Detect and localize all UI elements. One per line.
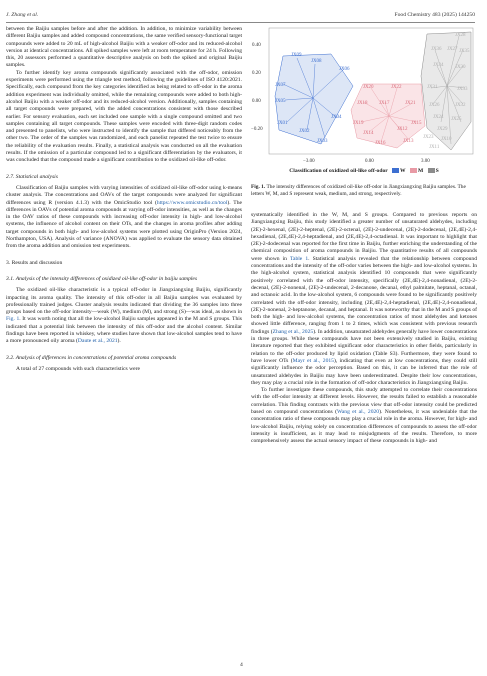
- legend-swatch-m: [410, 168, 417, 173]
- text-run: ).: [117, 338, 121, 345]
- legend-title: Classification of oxidized oil-like off-odor: [289, 168, 388, 174]
- citation-link[interactable]: Wang et al., 2020: [336, 409, 380, 416]
- figure-reference-link[interactable]: Fig. 1: [6, 316, 20, 323]
- x-tick-label: 3.00: [421, 159, 430, 164]
- sample-label: JX14: [363, 131, 374, 136]
- legend-label: S: [435, 168, 439, 174]
- sample-label: JX10: [441, 137, 452, 142]
- sample-label: JX16: [375, 141, 386, 146]
- text-run: ). Nonetheless, it was undeniable that the concentration ratio of these compounds may play a crucial role in the aroma. However, for high- and low-alcohol Baijiu, relying solely on concentration differences of compounds to assess the off-odor intensity is insufficient, as it may lead to misjudgments of the results. Therefore, to more comprehensively assess the actual sensory impact of these compounds in high- and: [251, 409, 477, 445]
- y-tick-label: 0.00: [252, 99, 261, 104]
- section-heading-3-1: 3.1. Analysis of the intensity differences of oxidized oil-like off-odor in baijiu samples: [6, 275, 198, 282]
- y-tick-label: −0.20: [251, 127, 263, 132]
- sample-label: JX27: [447, 47, 458, 52]
- figure-1: [251, 26, 477, 176]
- text-run: systematically identified in the W, M, and S groups. Compared to previous reports on Jiangxiangxing Baijiu, this study identified a greater number of unsaturated aldehydes, including (2E)-2-hexenal, (2E)-2-heptenal, (2E)-2-octenal, (2E)-2-undecenal, (2E)-2-dodecenal, (2E,4E)-2,4-hexadienal, (2E,4E)-2,4-heptadienal, and (2E,4E)-2,4-octadienal. It was important to highlight that (2E)-2-dodecenal was reported for the first time in Baijiu, further enriching the understanding of the chemical composition of aroma compounds in Baijiu. The quantitative results of all compounds were shown in: [251, 212, 477, 262]
- omicstudio-link[interactable]: https://www.omicstudio.cn/tool: [156, 199, 228, 206]
- cluster-m-hull: [351, 84, 425, 148]
- text-run: ). The differences in OAVs of potential aroma compounds at varying off-odor intensities, as well as the changes in the OAV ratios of these compounds with increasing off-odor intensity in high- and low-alcohol systems, the influence of alcohol content on their OTs, and the changes in aroma profiles after adding target compounds in both high- and low-alcohol systems were plotted using OriginPro (Version 2024, Northampton, USA). Analysis of variance (ANOVA) was applied to evaluate the sensory data obtained from the aroma addition and omission test experiments.: [6, 199, 242, 250]
- citation-link[interactable]: Mayr et al., 2015: [292, 357, 334, 364]
- sample-label: JX06: [339, 67, 350, 72]
- caption-text: The intensity differences of oxidized oil-like off-odor in Jiangxiangxing Baijiu samples. The letters W, M, and S represent weak, medium, and strong, respectively.: [251, 184, 466, 197]
- text-run: The oxidized oil-like characteristic is a typical off-odor in Jiangxiangxing Baijiu, significantly impacting its aroma quality. The intensity of this off-odor in all Baijiu samples was evaluated by professionally trained judges. Cluster analysis results indicated that dividing the 36 samples into three groups based on the off-odor intensity—weak (W), medium (M), and strong (S)—was ideal, as shown in: [6, 287, 242, 316]
- citation-link[interactable]: Zhang et al., 2025: [272, 328, 314, 335]
- text-run: Classification of Baijiu samples with varying intensities of oxidized oil-like off-odor using k-means cluster analysis. The concentrations and OAVs of the target compounds were analyzed for significant differences using R (version 4.1.3) with the OmicStudio tool (: [6, 184, 242, 206]
- figure-caption: [251, 184, 477, 198]
- sample-label: JX36: [431, 47, 442, 52]
- y-axis-ticks: [251, 43, 263, 132]
- section-heading-3: 3. Results and discussion: [6, 259, 63, 266]
- sample-label: JX26: [429, 103, 440, 108]
- paragraph: [251, 212, 477, 387]
- left-column: [6, 26, 242, 373]
- table-reference-link[interactable]: Table 1: [289, 255, 309, 262]
- sample-label: JX28: [455, 33, 466, 38]
- sample-label: JX35: [459, 49, 470, 54]
- sample-label: JX17: [379, 101, 390, 106]
- x-tick-label: −3.00: [303, 159, 315, 164]
- sample-label: JX08: [311, 59, 322, 64]
- y-tick-label: 0.20: [252, 71, 261, 76]
- text-run: ), indicating that even at low concentrations, they could still significantly influence the odor perception. Based on this, it can be inferred that the role of unsaturated aldehydes in Baijiu may have been underestimated. Despite their low concentrations, they may play a crucial role in the formation of off-odor characteristics in Jiangxiangxing Baijiu.: [251, 357, 477, 386]
- sample-label: JX19: [353, 121, 364, 126]
- running-header-journal: Food Chemistry 483 (2025) 144250: [394, 12, 475, 18]
- sample-label: JX33: [457, 87, 468, 92]
- legend-label: M: [417, 168, 424, 174]
- legend-label: W: [400, 168, 406, 174]
- sample-label: JX13: [403, 139, 414, 144]
- sample-label: JX22: [391, 85, 402, 90]
- sample-label: JX04: [331, 115, 342, 120]
- sample-label: JX03: [317, 139, 328, 144]
- right-column: [251, 212, 477, 446]
- sample-label: JX29: [437, 127, 448, 132]
- x-tick-label: 0.00: [365, 159, 374, 164]
- text-run: . Statistical analysis revealed that the relationship between compound concentrations and the intensity of the off-odor varies between the high- and low-alcohol systems. In the high-alcohol system, statistical analysis identified 10 compounds that were significantly positively correlated with the off-odor intensity, specifically (2E,4E)-2,4-nonadienal, (2E)-2-decenal, (2E)-2-nonenal, (2E)-2-undecenal, 2-decanone, decanal, ethyl palmitate, heptanal, octanal, and octanoic acid. In the low-alcohol system, 6 compounds were found to be significantly positively correlated with the off-odor intensity, including (2E,4E)-2,4-heptadienal, (2E,4E)-2,4-nonadienal, (2E)-2-nonenal, 2-heptanone, decanal, and heptanal. It was noteworthy that in the M and S groups of both the high- and low-alcohol systems, the concentration ratios of most aldehydes and ketones showed little difference, ranging from 1 to 2 times, which was consistent with previous research findings (: [251, 255, 478, 335]
- cluster-plot: [251, 26, 477, 176]
- paragraph: [6, 287, 242, 345]
- sample-label: JX21: [405, 101, 416, 106]
- sample-label: JX11: [429, 145, 440, 150]
- sample-label: JX34: [433, 63, 444, 68]
- paragraph: To further identify key aroma compounds significantly associated with the off-odor, omission experiments were performed using the triangle test method, following the guidelines of ISO 4120:2021. Specifically, each compound from the key categories identified as being related to off-odor in the aroma addition experiment was individually omitted, while the remaining compounds were added to both high-alcohol Baijiu with a weaker off-odor and its reduced-alcohol version. Additionally, samples containing all target compounds were prepared, with the added concentrations consistent with those described earlier. For sensory evaluation, each set included one sample with a single compound omitted and two samples containing all target compounds. These samples were encoded with three-digit random codes and presented to panelists, who were instructed to identify the sample that differed noticeably from the other two. The order of the samples was randomized, and each panelist repeated the test twice to ensure the reliability of the evaluation results. Finally, a statistical analysis was conducted on all the evaluation results. If the omission of a particular compound led to a significant differentiation by the evaluators, it was concluded that the compound made a significant contribution to the oxidized oil-like off-odor.: [6, 69, 242, 164]
- sample-label: JX20: [363, 85, 374, 90]
- paragraph: [251, 387, 477, 445]
- paragraph: A total of 27 compounds with such characteristics were: [16, 365, 140, 372]
- sample-label: JX15: [411, 121, 422, 126]
- section-heading-2-7: 2.7. Statistical analysis: [6, 173, 58, 180]
- sample-label: JX09: [291, 53, 302, 58]
- figure-legend: [251, 168, 477, 174]
- sample-label: JX24: [433, 115, 444, 120]
- text-run: . It was worth noting that all the low-alcohol Baijiu samples appeared in the M and S groups. This indicated that a potential link between the intensity of this off-odor and the alcohol content. Similar findings have been reported in whiskey, where studies have shown that low-alcohol samples tend to have a more pronounced oily aroma (: [6, 316, 242, 345]
- sample-label: JX23: [423, 135, 434, 140]
- sample-label: JX12: [397, 127, 408, 132]
- x-axis-ticks: [303, 159, 430, 164]
- sample-label: JX30: [455, 65, 466, 70]
- sample-label: JX31: [427, 85, 438, 90]
- sample-label: JX07: [275, 83, 286, 88]
- caption-label: Fig. 1.: [251, 184, 266, 190]
- sample-label: JX01: [277, 121, 288, 126]
- legend-swatch-s: [428, 168, 435, 173]
- sample-label: JX18: [357, 101, 368, 106]
- running-header-authors: J. Zhang et al.: [6, 12, 39, 18]
- text-run: ). In addition, unsaturated aldehydes generally have lower concentrations in three groups. While these compounds have not been extensively studied in Baijiu, existing literature reported that they exhibited significant odor characteristics in other fields, particularly in relation to the off-odor produced by lipid oxidation (Table S3). Furthermore, they were found to have lower OTs (: [251, 328, 477, 364]
- header-rule: [6, 22, 475, 23]
- sample-label: JX32: [455, 103, 466, 108]
- sample-label: JX02: [299, 129, 310, 134]
- legend-swatch-w: [392, 168, 399, 173]
- sample-label: JX25: [451, 117, 462, 122]
- paragraph: between the Baijiu samples before and after the addition. In addition, to minimize variability between different Baijiu samples and added compound concentrations, the same verified sensory-functional target compounds were added to 20 mL of high-alcohol Baijiu with a weaker off-odor and its reduced-alcohol version at identical concentrations. All spiked samples were left at room temperature for 24 h. Following this, 20 assessors performed a quantitative descriptive analysis on both the spiked and original Baijiu samples.: [6, 26, 242, 69]
- page-number: 4: [240, 662, 243, 668]
- text-run: To further investigate these compounds, this study attempted to correlate their concentrations with the off-odor intensity at different levels. However, the results failed to establish a reasonable correlation. This finding contrasts with the previous view that off-odor intensity could be predicted based on compound concentrations (: [251, 387, 477, 416]
- section-heading-3-2: 3.2. Analysis of differences in concentrations of potential aroma compounds: [6, 354, 177, 361]
- citation-link[interactable]: Daute et al., 2021: [77, 338, 118, 345]
- y-tick-label: 0.40: [252, 43, 261, 48]
- sample-label: JX05: [275, 99, 286, 104]
- paragraph: [6, 185, 242, 251]
